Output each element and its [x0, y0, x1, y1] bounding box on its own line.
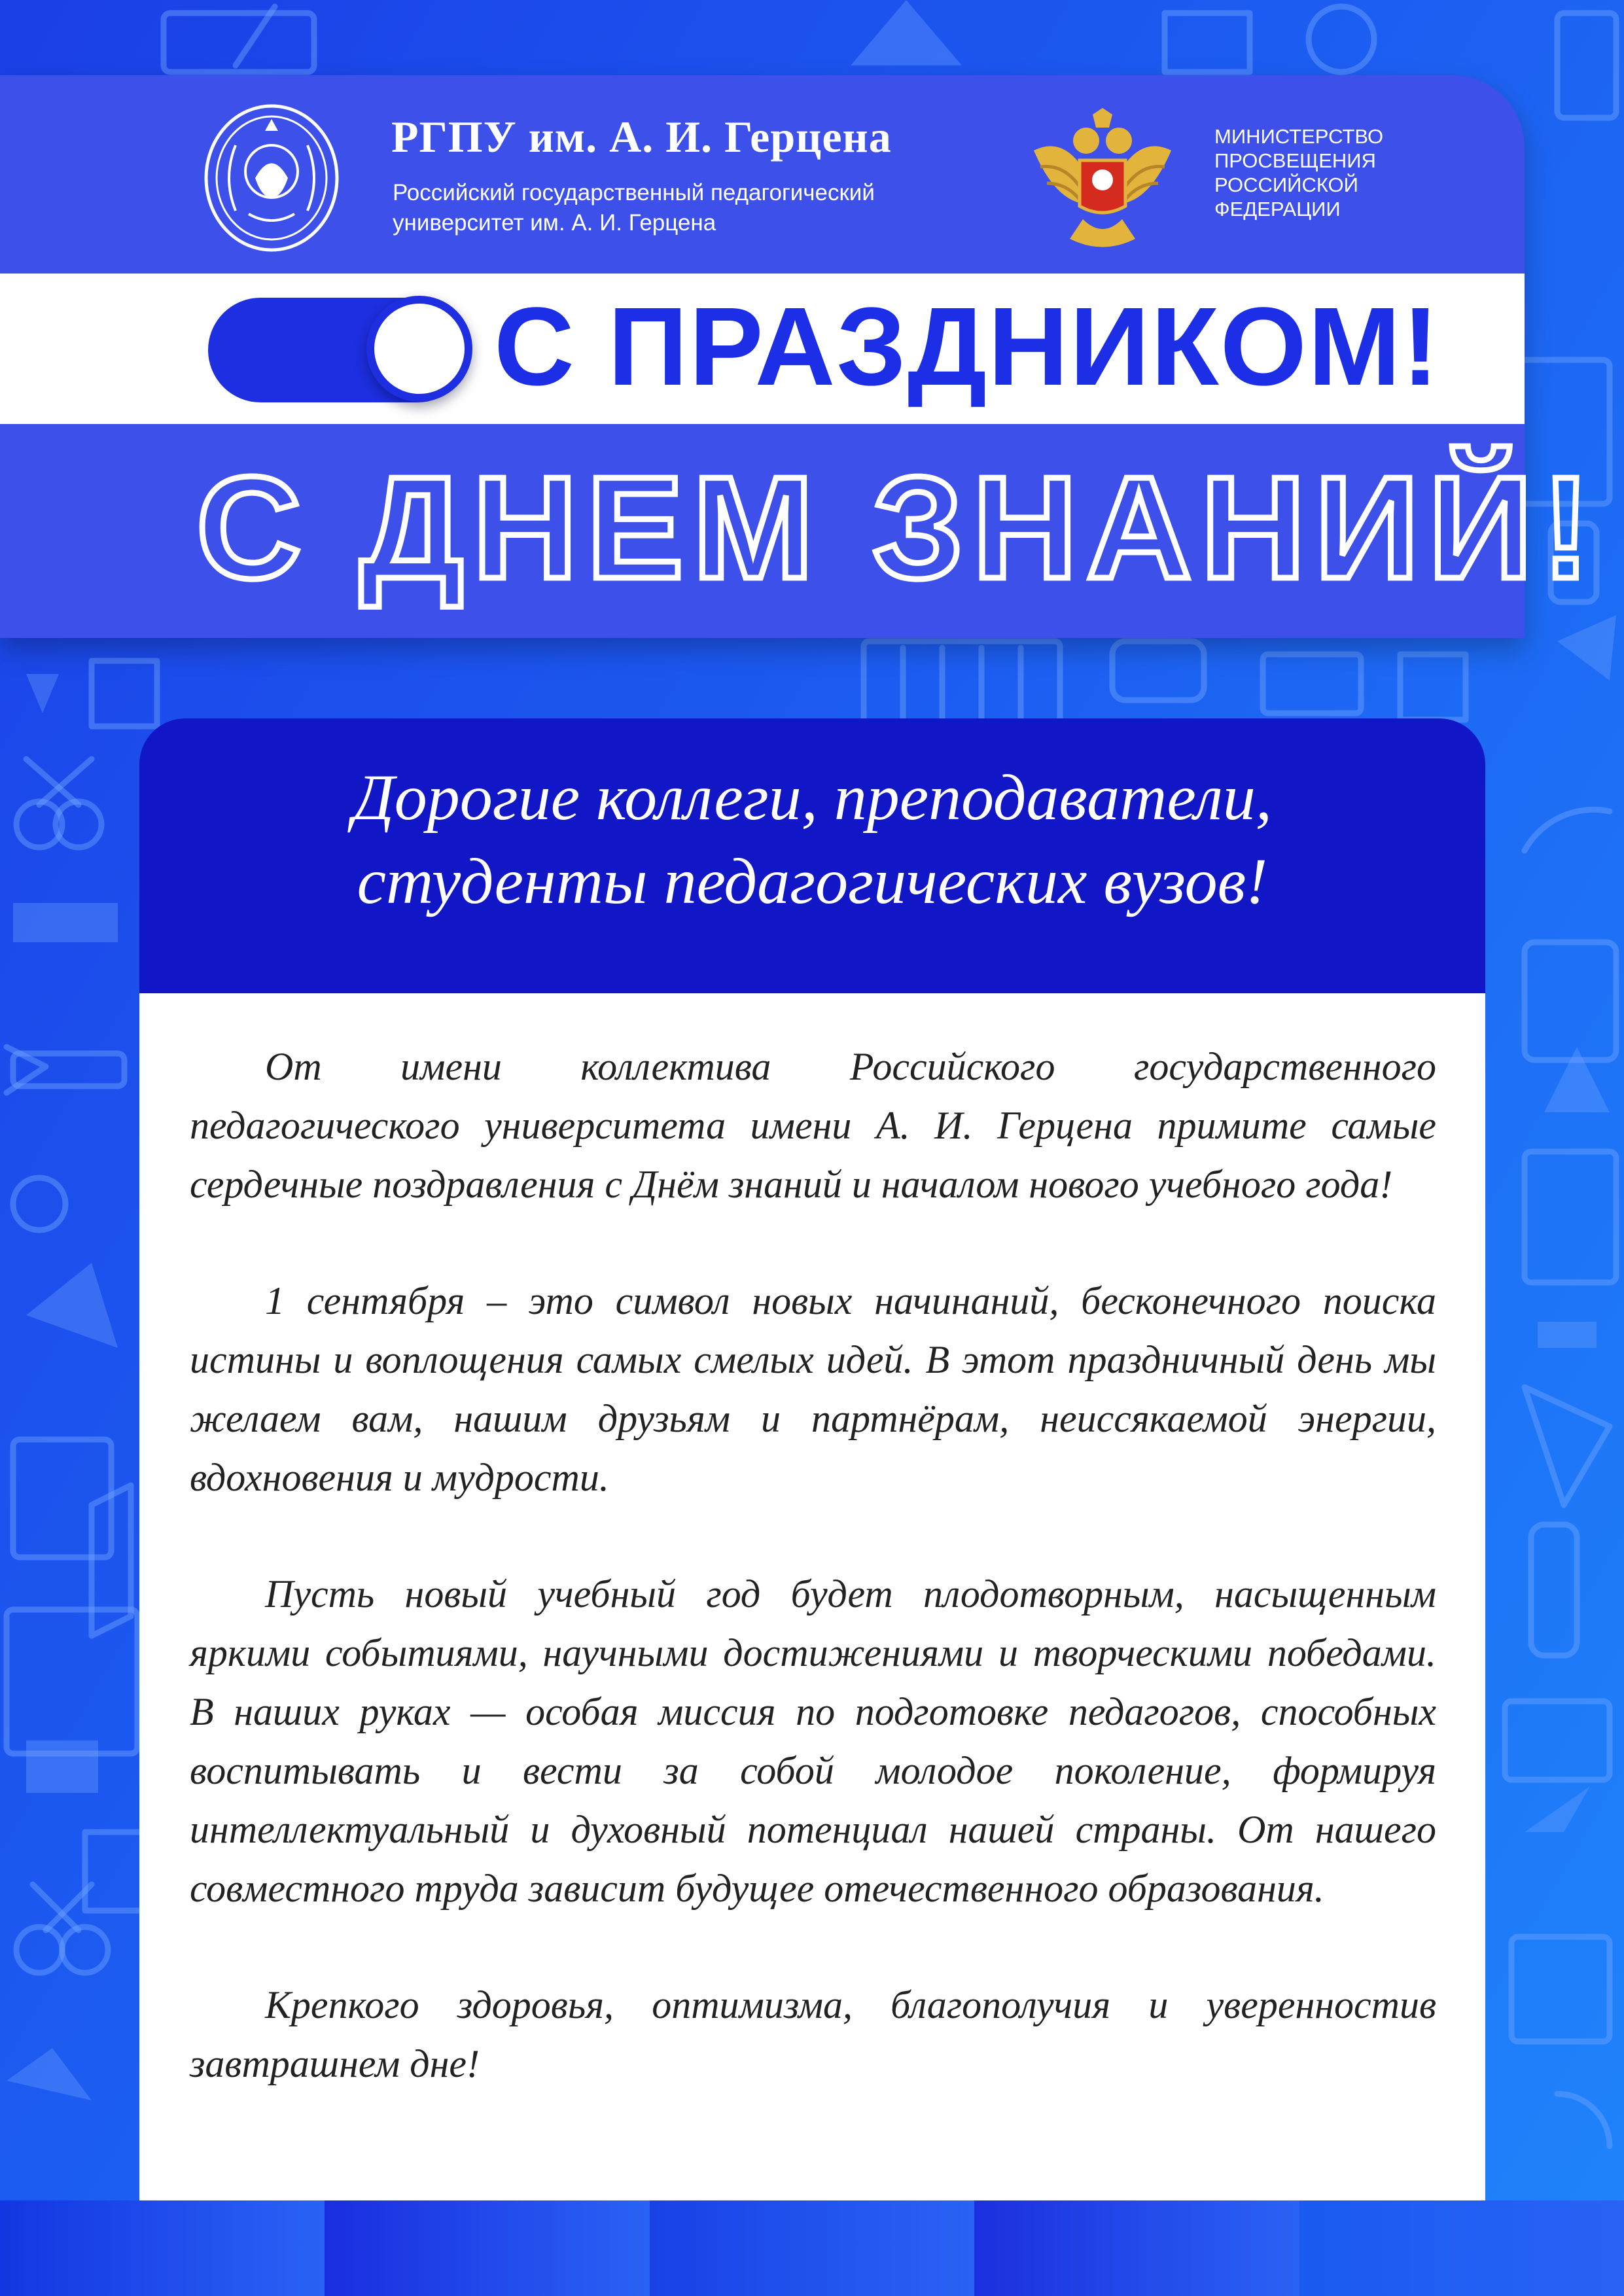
footer-bar: [1299, 2200, 1624, 2296]
paragraph: 1 сентября – это символ новых начинаний, бесконечного поиска истины и воплощения самых смелых идей. В этот праздничный день мы желаем вам, нашим друзьям и партнёрам, неиссякаемой энергии, вдохновения и мудрости.: [190, 1279, 1436, 1499]
university-name: РГПУ им. А. И. Герцена: [391, 112, 892, 162]
greeting: [139, 756, 1485, 923]
footer-bar: [974, 2200, 1299, 2296]
holiday-title: С ПРАЗДНИКОМ!: [494, 285, 1441, 409]
greeting-line-2: студенты педагогических вузов!: [357, 845, 1268, 917]
greeting-line-1: Дорогие коллеги, преподаватели,: [353, 761, 1272, 834]
ministry-name: МИНИСТЕРСТВО ПРОСВЕЩЕНИЯ РОССИЙСКОЙ ФЕДЕРАЦИИ: [1214, 125, 1384, 221]
letter-text: [190, 1037, 1436, 2151]
day-title: С ДНЕМ ЗНАНИЙ!: [196, 447, 1600, 609]
university-full-name: Российский государственный педагогический университет им. А. И. Герцена: [393, 180, 875, 236]
ministry-eagle-emblem-icon: [1027, 105, 1178, 255]
paragraph: Крепкого здоровья, оптимизма, благополучия и уверенностив завтрашнем дне!: [190, 1983, 1436, 2085]
toggle-knob: [366, 296, 472, 402]
paragraph: Пусть новый учебный год будет плодотворным, насыщенным яркими событиями, научными достижениями и творческими победами. В наших руках — особая миссия по подготовке педагогов, способных воспитывать и вести за собой молодое поколение, формируя интеллектуальный и духовный потенциал нашей страны. От нашего совместного труда зависит будущее отечественного образования.: [190, 1572, 1436, 1910]
university-crest-icon: [196, 99, 347, 256]
footer-bars: [0, 2200, 1624, 2296]
footer-bar: [325, 2200, 649, 2296]
footer-bar: [0, 2200, 325, 2296]
footer-bar: [650, 2200, 974, 2296]
paragraph: От имени коллектива Российского государственного педагогического университета имени А. И. Герцена примите самые сердечные поздравления с Днём знаний и началом нового учебного года!: [190, 1045, 1436, 1206]
